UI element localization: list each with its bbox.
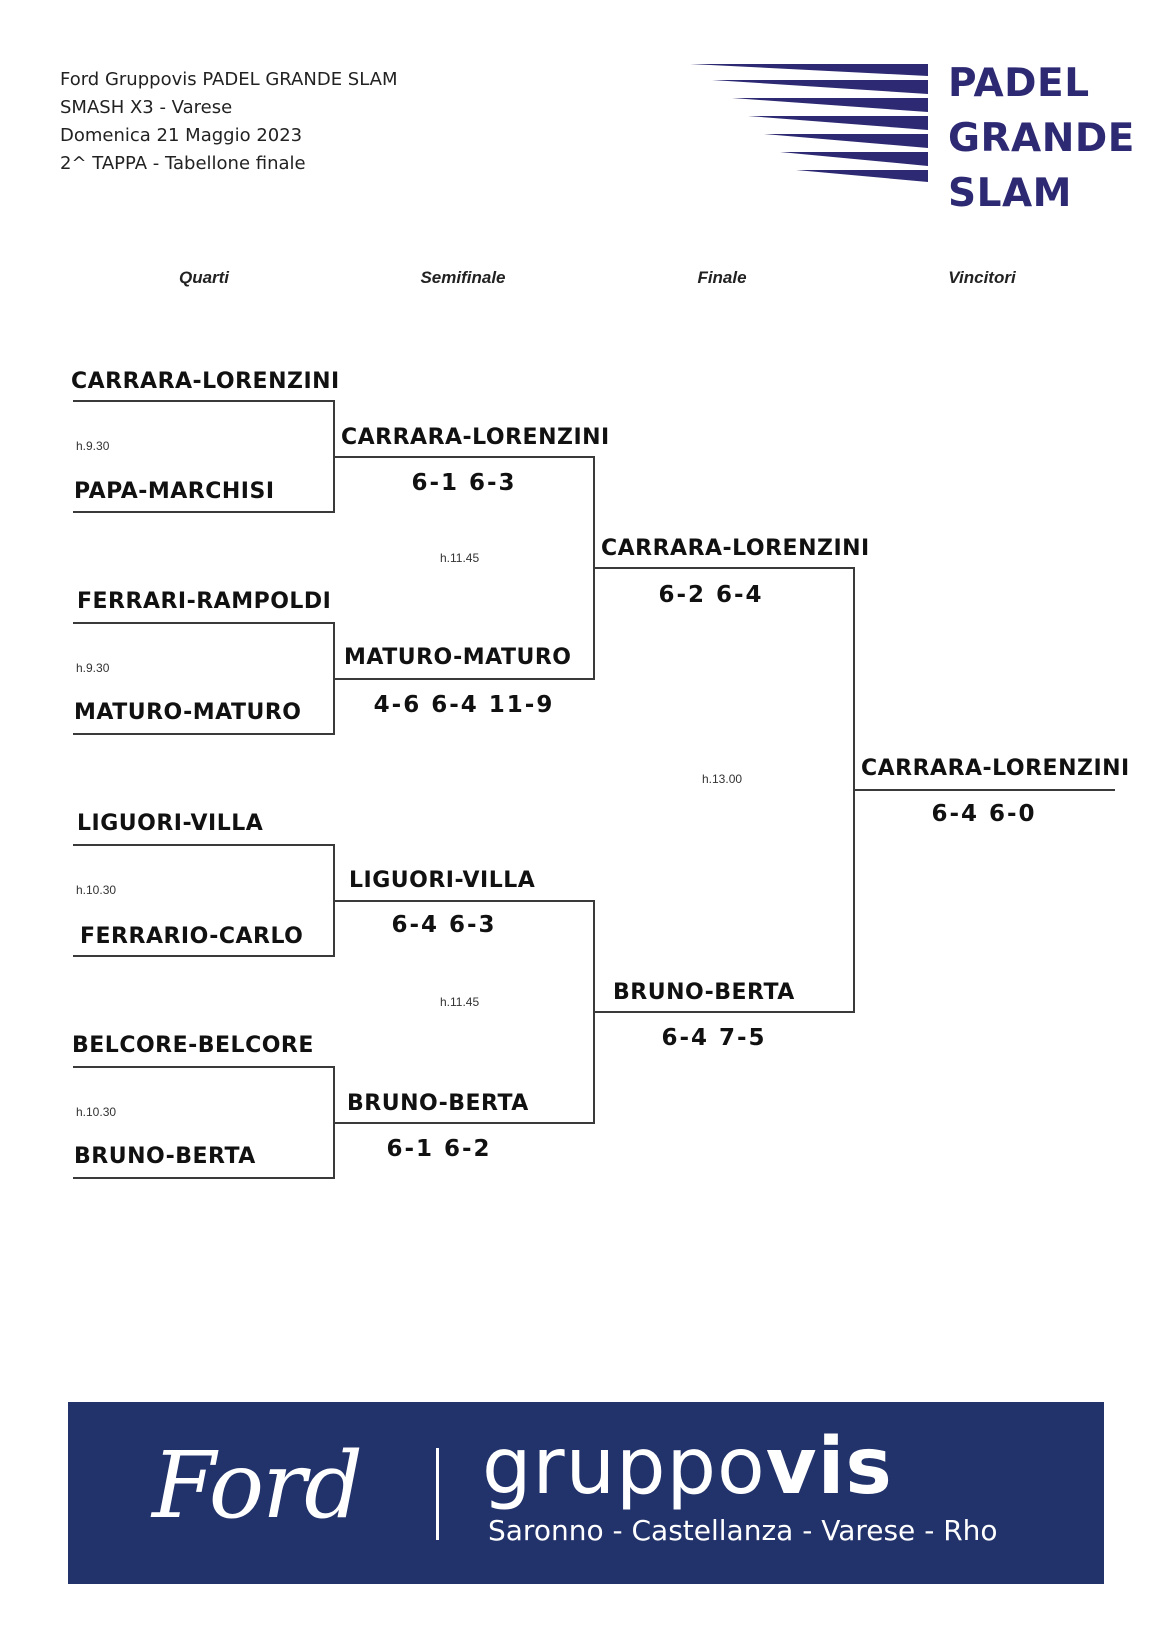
final-team: CARRARA-LORENZINI xyxy=(601,536,870,561)
semi-team: CARRARA-LORENZINI xyxy=(341,425,610,450)
logo-line: SLAM xyxy=(948,171,1072,216)
match-score: 6-1 6-3 xyxy=(411,470,517,496)
match-time: h.11.45 xyxy=(440,995,480,1009)
match-time: h.9.30 xyxy=(76,661,110,675)
match-time: h.9.30 xyxy=(76,439,110,453)
event-date: Domenica 21 Maggio 2023 xyxy=(60,125,303,146)
bracket-line xyxy=(853,789,1115,791)
speed-stripes-logo-icon xyxy=(690,58,940,188)
match-score: 4-6 6-4 11-9 xyxy=(373,692,555,718)
round-header-semifinale: Semifinale xyxy=(420,268,506,287)
bracket-line xyxy=(73,844,335,846)
event-subtitle: SMASH X3 - Varese xyxy=(60,97,233,118)
event-title: Ford Gruppovis PADEL GRANDE SLAM xyxy=(60,69,398,90)
gruppo-text: gruppo xyxy=(482,1422,766,1512)
bracket-line xyxy=(73,955,335,957)
event-info xyxy=(60,66,398,178)
quarter-team: LIGUORI-VILLA xyxy=(77,811,264,836)
bracket-line xyxy=(73,733,335,735)
gruppovis-logo xyxy=(482,1422,893,1512)
match-score: 6-4 6-3 xyxy=(391,912,497,938)
semi-team: BRUNO-BERTA xyxy=(347,1091,529,1116)
bracket-line xyxy=(333,456,595,458)
quarter-team: FERRARIO-CARLO xyxy=(80,924,304,949)
bracket-line xyxy=(73,400,335,402)
bracket-line xyxy=(593,1011,855,1013)
quarter-team: PAPA-MARCHISI xyxy=(74,479,275,504)
match-score: 6-1 6-2 xyxy=(386,1136,492,1162)
round-header-quarti: Quarti xyxy=(178,268,230,287)
quarter-team: MATURO-MATURO xyxy=(74,700,302,725)
quarter-team: CARRARA-LORENZINI xyxy=(71,369,340,394)
match-time: h.13.00 xyxy=(702,772,743,786)
semi-team: LIGUORI-VILLA xyxy=(349,868,536,893)
match-time: h.10.30 xyxy=(76,883,117,897)
quarter-team: BELCORE-BELCORE xyxy=(72,1033,314,1058)
semi-team: MATURO-MATURO xyxy=(344,645,572,670)
logo-line: PADEL xyxy=(948,61,1090,106)
match-time: h.10.30 xyxy=(76,1105,117,1119)
sponsor-banner xyxy=(68,1402,1104,1584)
quarter-team: FERRARI-RAMPOLDI xyxy=(77,589,332,614)
bracket-line xyxy=(593,567,855,569)
bracket-line xyxy=(333,1122,595,1124)
ford-logo: Ford xyxy=(152,1432,362,1539)
bracket-line xyxy=(73,1066,335,1068)
match-time: h.11.45 xyxy=(440,551,480,565)
sponsor-cities: Saronno - Castellanza - Varese - Rho xyxy=(488,1514,998,1547)
champion-score: 6-4 6-0 xyxy=(931,801,1037,827)
final-team: BRUNO-BERTA xyxy=(613,980,795,1005)
champion-team: CARRARA-LORENZINI xyxy=(861,756,1130,781)
round-header-finale: Finale xyxy=(697,268,747,287)
bracket-line xyxy=(333,900,595,902)
match-score: 6-2 6-4 xyxy=(658,582,764,608)
bracket-line xyxy=(73,622,335,624)
match-score: 6-4 7-5 xyxy=(661,1025,767,1051)
banner-divider xyxy=(436,1448,439,1540)
event-stage: 2^ TAPPA - Tabellone finale xyxy=(60,153,306,174)
bracket-line xyxy=(73,511,335,513)
round-header-vincitori: Vincitori xyxy=(948,268,1016,287)
bracket-line xyxy=(73,1177,335,1179)
vis-text: vis xyxy=(765,1422,893,1512)
logo-line: GRANDE xyxy=(948,116,1135,161)
padel-grande-slam-logo xyxy=(948,56,1135,221)
quarter-team: BRUNO-BERTA xyxy=(74,1144,256,1169)
bracket-line xyxy=(333,678,595,680)
